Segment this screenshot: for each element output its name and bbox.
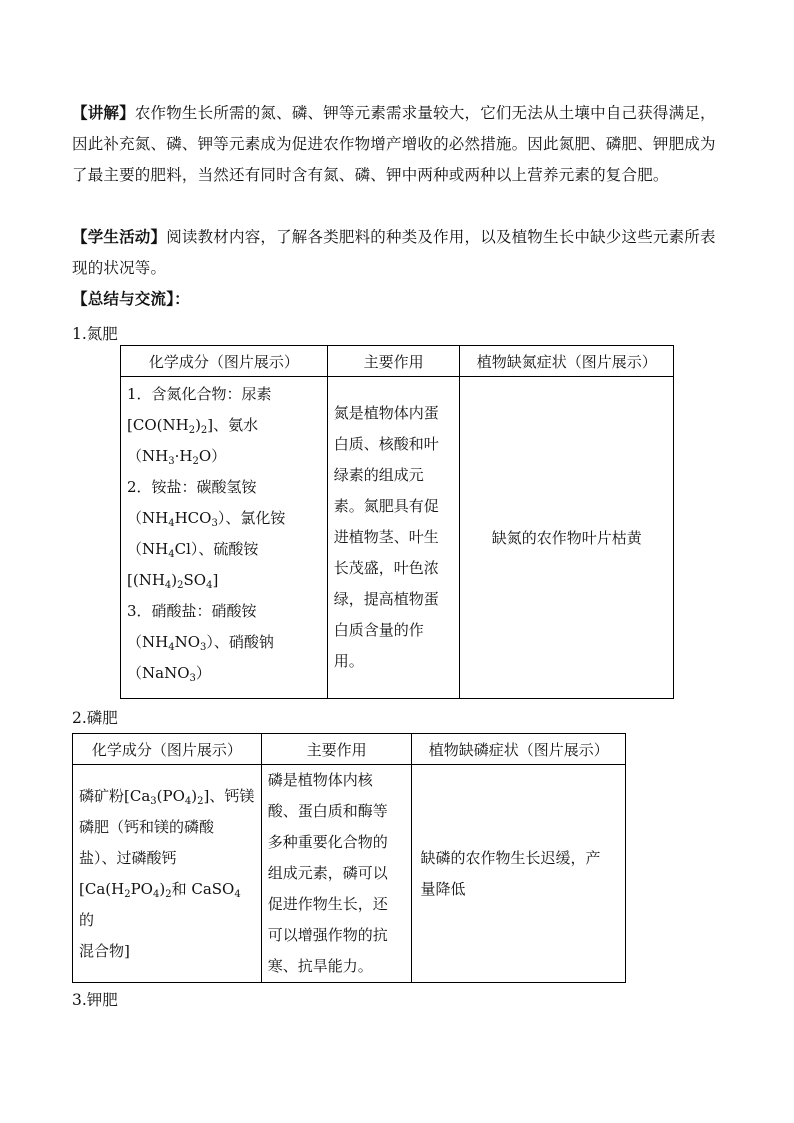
- chem-line: $(NH_4NO_3)$、硝酸钠: [127, 633, 274, 653]
- chem-line: [$Ca(H_2PO_4)_2$和 CaSO$_4$的: [79, 879, 241, 929]
- effect-line: 进植物茎、叶生: [333, 528, 439, 546]
- effect-line: 磷是植物体内核: [267, 771, 373, 789]
- symptom-cell: [412, 765, 626, 983]
- header-effect: 主要作用: [261, 734, 412, 765]
- section1-title: 1.氮肥: [72, 325, 118, 343]
- chem-line: 1．含氮化合物：尿素: [127, 385, 272, 403]
- phosphorus-table: [72, 733, 626, 983]
- chem-line: 2．铵盐：碳酸氢铵: [127, 478, 257, 496]
- effect-line: 寒、抗旱能力。: [267, 957, 373, 975]
- effect-line: 多种重要化合物的: [267, 833, 388, 851]
- header-symptom: 植物缺氮症状（图片展示）: [460, 346, 674, 377]
- effect-line: 长茂盛，叶色浓: [333, 559, 439, 577]
- effect-line: 素。氮肥具有促: [333, 497, 439, 515]
- chem-line: 磷肥（钙和镁的磷酸: [79, 817, 215, 836]
- effect-line: 绿素的组成元: [333, 466, 424, 484]
- symptom-cell: 缺氮的农作物叶片枯黄: [460, 377, 674, 699]
- chem-line: 3．硝酸盐：硝酸铵: [127, 602, 257, 620]
- chem-line: $(NH_3\cdot H_2O)$: [127, 447, 227, 467]
- header-symptom: 植物缺磷症状（图片展示）: [412, 734, 626, 765]
- effect-line: 氮是植物体内蛋: [333, 404, 439, 422]
- nitrogen-table: [120, 345, 674, 699]
- effect-line: 组成元素，磷可以: [267, 864, 388, 882]
- explain-paragraph: [72, 97, 722, 191]
- effect-cell: [261, 765, 412, 983]
- table-header-row: [73, 734, 626, 765]
- chem-line: 盐）、过磷酸钙: [79, 848, 177, 867]
- header-effect: 主要作用: [327, 346, 460, 377]
- table-row: [73, 765, 626, 983]
- effect-line: 白质、核酸和叶: [333, 435, 439, 453]
- table-row: [121, 377, 674, 699]
- table-header-row: [121, 346, 674, 377]
- header-chem: 化学成分（图片展示）: [73, 734, 262, 765]
- chem-line: 磷矿粉$[Ca_3(PO_4)_2]$、钙镁: [79, 786, 255, 807]
- section2-title: 2.磷肥: [72, 709, 118, 727]
- symptom-line: 量降低: [420, 879, 466, 898]
- chem-cell: [73, 765, 262, 983]
- chem-line: $(NH_4Cl)$、硫酸铵: [127, 540, 259, 560]
- effect-line: 酸、蛋白质和酶等: [267, 802, 388, 820]
- chem-line: （NaNO$_3$）: [127, 664, 211, 684]
- effect-line: 白质含量的作: [333, 621, 424, 639]
- effect-line: 用。: [333, 652, 364, 670]
- section3-title: 3.钾肥: [72, 991, 118, 1009]
- symptom-line: 缺磷的农作物生长迟缓，产: [420, 848, 601, 867]
- chem-line: $[(NH_4)_2SO_4]$: [127, 571, 219, 591]
- chem-line: 混合物]: [79, 941, 130, 960]
- effect-line: 可以增强作物的抗: [267, 926, 388, 944]
- activity-paragraph: [72, 221, 722, 284]
- activity-tag: 【学生活动】: [72, 227, 167, 246]
- effect-line: 绿，提高植物蛋: [333, 590, 439, 608]
- explain-text: 农作物生长所需的氮、磷、钾等元素需求量较大，它们无法从土壤中自己获得满足，因此补充氮、磷、钾等元素成为促进农作物增产增收的必然措施。因此氮肥、磷肥、钾肥成为了最主要的肥料，当然还有同时含有氮、磷、钾中两种或两种以上营养元素的复合肥。: [72, 104, 716, 184]
- chem-cell: [121, 377, 328, 699]
- explain-tag: 【讲解】: [72, 103, 135, 122]
- chem-line: $[CO(NH_2)_2]$、氨水: [127, 416, 259, 436]
- activity-text: 阅读教材内容，了解各类肥料的种类及作用，以及植物生长中缺少这些元素所表现的状况等。: [72, 228, 716, 277]
- effect-cell: [327, 377, 460, 699]
- chem-line: $(NH_4HCO_3)$、氯化铵: [127, 509, 286, 529]
- summary-heading: 【总结与交流】：: [72, 289, 190, 308]
- header-chem: 化学成分（图片展示）: [121, 346, 328, 377]
- effect-line: 促进作物生长，还: [267, 895, 388, 913]
